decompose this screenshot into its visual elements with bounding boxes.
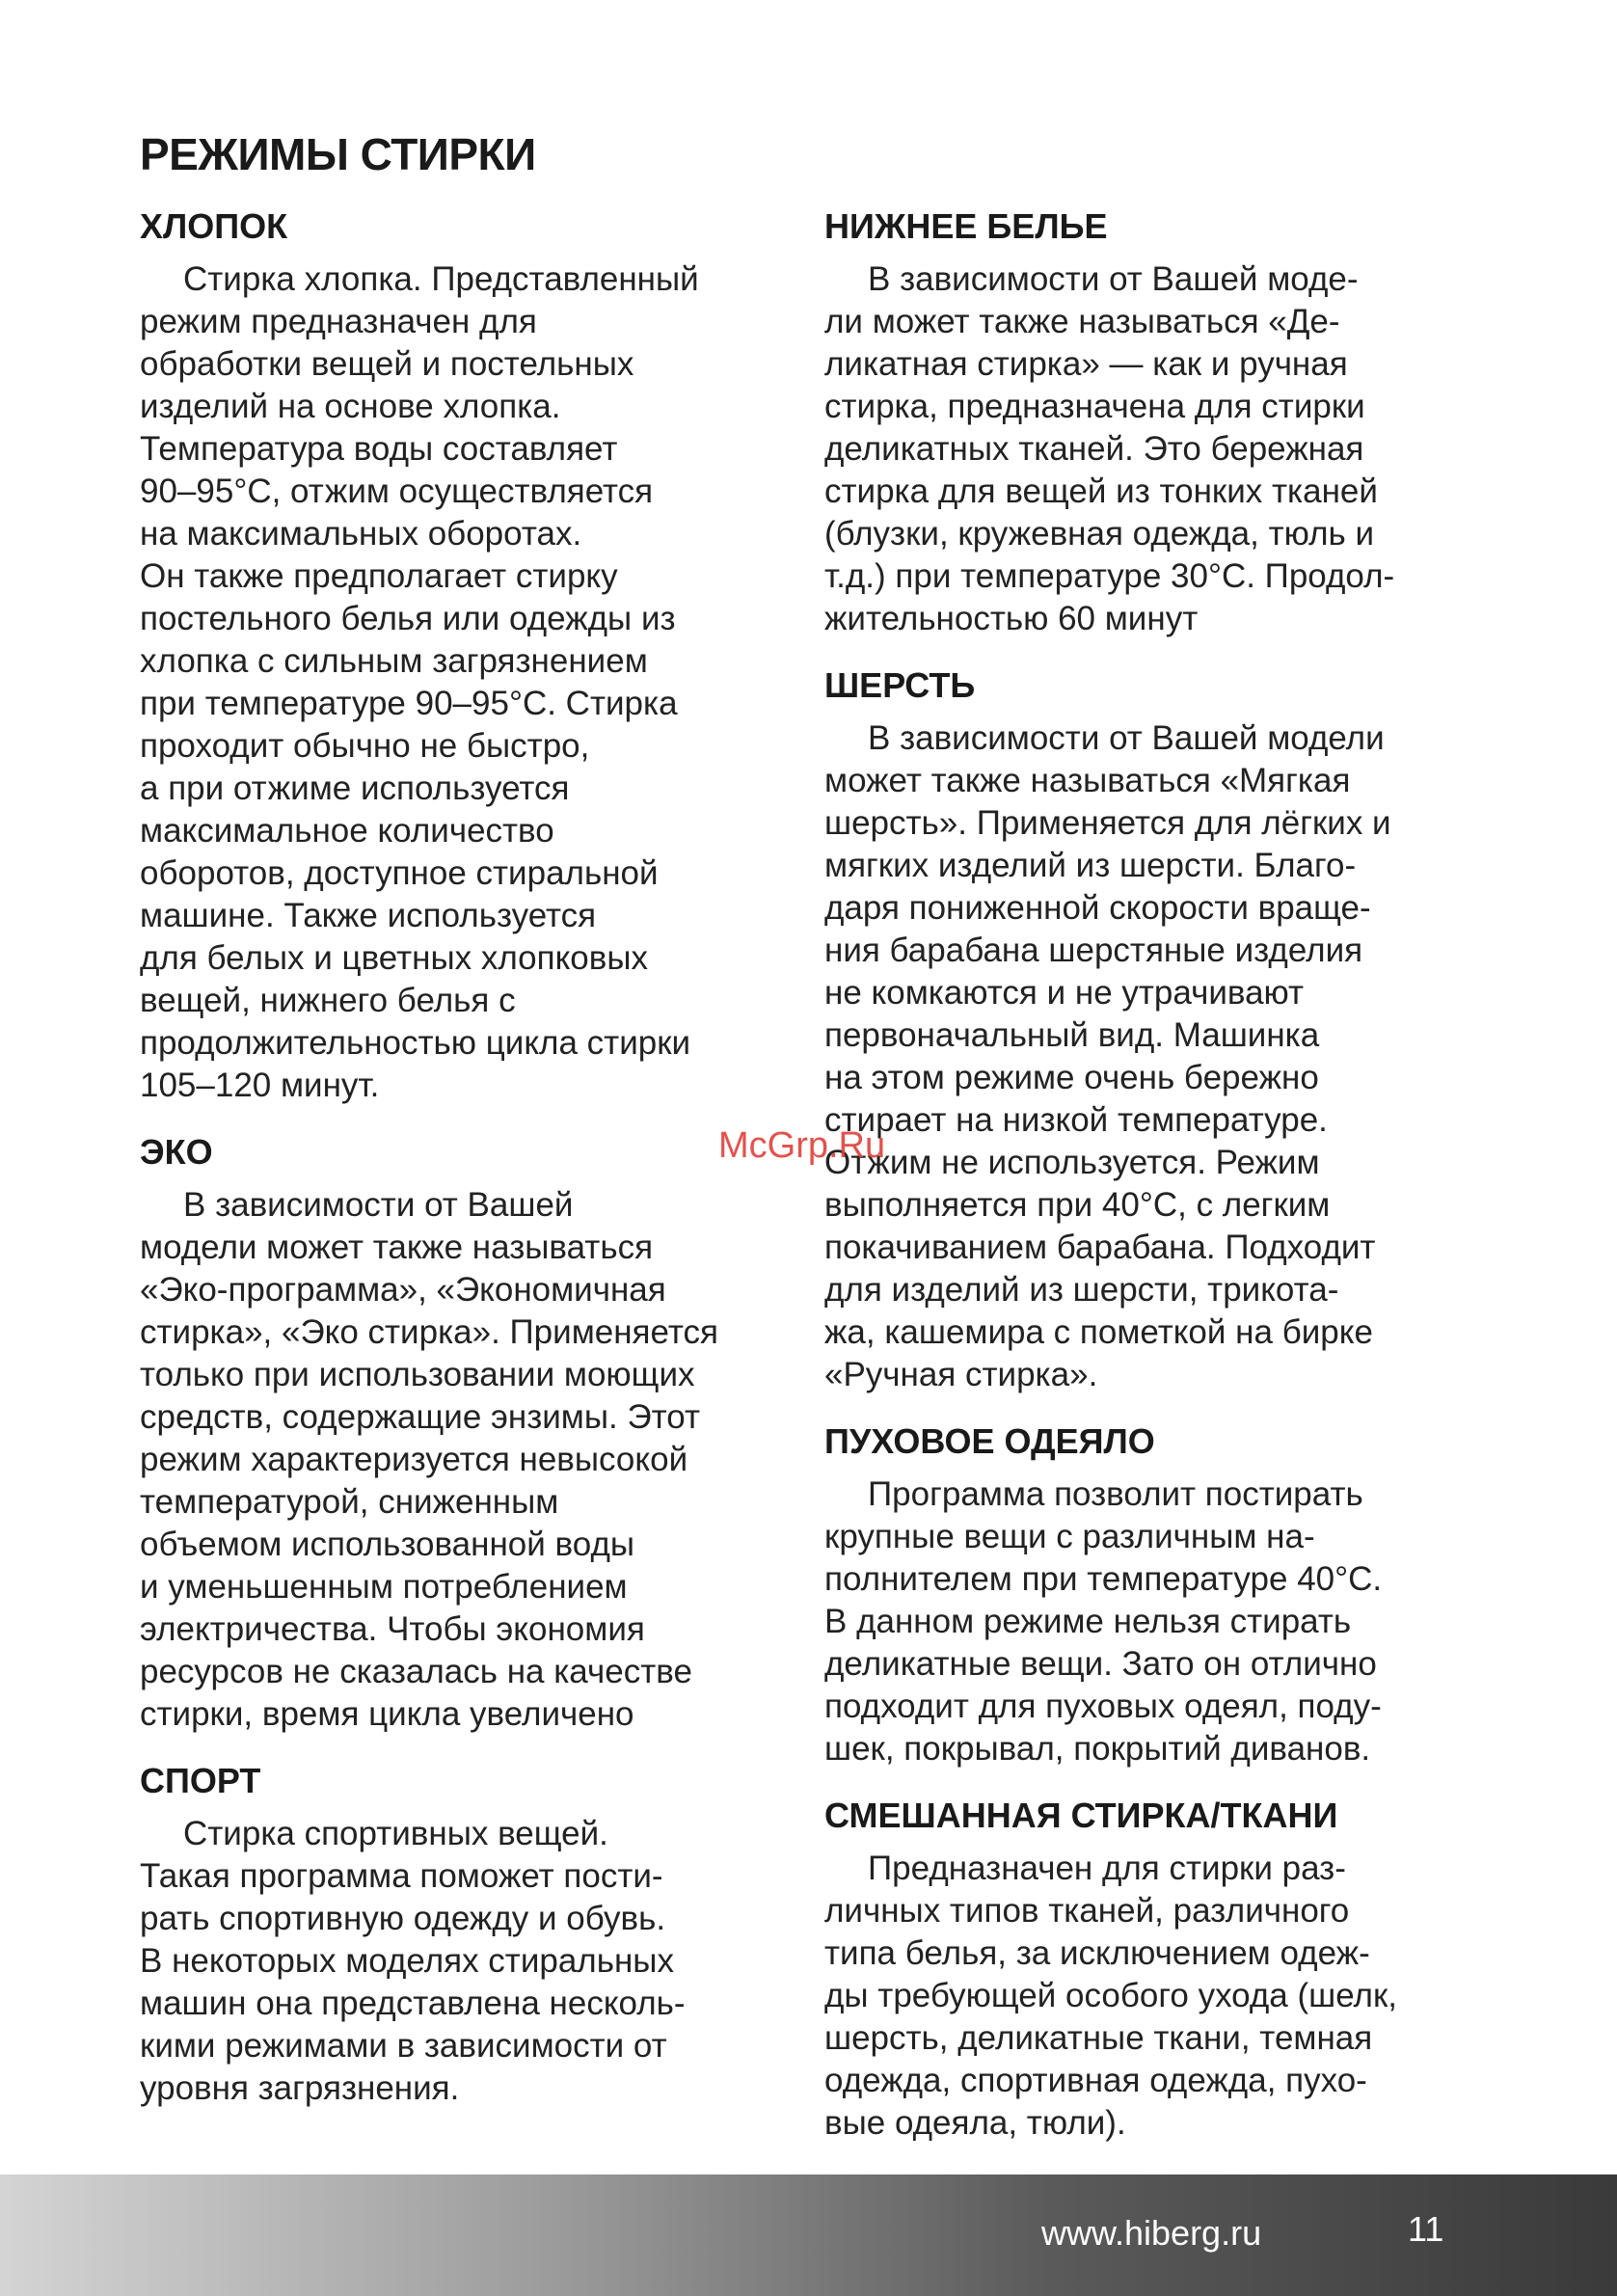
paragraph-line: В зависимости от Вашей bbox=[183, 1186, 574, 1224]
paragraph-line: оборотов, доступное стиральной bbox=[140, 854, 659, 892]
paragraph-line: даря пониженной скорости враще- bbox=[824, 889, 1371, 927]
paragraph-line: ликатная стирка» — как и ручная bbox=[824, 345, 1348, 383]
footer-url[interactable]: www.hiberg.ru bbox=[1041, 2213, 1262, 2253]
paragraph-line: хлопка с сильным загрязнением bbox=[140, 642, 648, 680]
paragraph-line: машине. Также используется bbox=[140, 897, 597, 934]
section bbox=[824, 1419, 1490, 1770]
paragraph-line: для белых и цветных хлопковых bbox=[140, 939, 648, 977]
paragraph-line: только при использовании моющих bbox=[140, 1356, 695, 1393]
paragraph-line: ли может также называться «Де- bbox=[824, 303, 1340, 340]
paragraph-line: а при отжиме используется bbox=[140, 770, 570, 807]
paragraph-line: стирка», «Эко стирка». Применяется bbox=[140, 1313, 718, 1351]
paragraph-line: ресурсов не сказалась на качестве bbox=[140, 1653, 692, 1690]
paragraph-line: жа, кашемира с пометкой на бирке bbox=[824, 1313, 1373, 1351]
section-heading: СМЕШАННАЯ СТИРКА/ТКАНИ bbox=[824, 1796, 1338, 1835]
paragraph-line: ды требующей особого ухода (шелк, bbox=[824, 1977, 1397, 2014]
paragraph-line: 105–120 минут. bbox=[140, 1067, 380, 1104]
paragraph-line: на максимальных оборотах. bbox=[140, 515, 582, 553]
paragraph-line: модели может также называться bbox=[140, 1229, 654, 1266]
page-title: РЕЖИМЫ СТИРКИ bbox=[140, 129, 536, 179]
paragraph-line: проходит обычно не быстро, bbox=[140, 727, 590, 765]
paragraph-line: Стирка хлопка. Представленный bbox=[183, 260, 699, 298]
paragraph-line: типа белья, за исключением одеж- bbox=[824, 1934, 1370, 1972]
paragraph-line: «Эко-программа», «Экономичная bbox=[140, 1271, 666, 1309]
paragraph-line: Программа позволит постирать bbox=[868, 1475, 1363, 1513]
paragraph-line: Стирка спортивных вещей. bbox=[183, 1815, 608, 1852]
paragraph-line: т.д.) при температуре 30°С. Продол- bbox=[824, 557, 1395, 595]
paragraph-line: крупные вещи с различным на- bbox=[824, 1518, 1315, 1555]
section bbox=[824, 1794, 1490, 2145]
paragraph-line: кими режимами в зависимости от bbox=[140, 2027, 667, 2065]
paragraph-line: постельного белья или одежды из bbox=[140, 600, 676, 637]
paragraph-line: при температуре 90–95°С. Стирка bbox=[140, 685, 678, 722]
paragraph-line: стирка, предназначена для стирки bbox=[824, 388, 1365, 425]
section-heading: ПУХОВОЕ ОДЕЯЛО bbox=[824, 1421, 1155, 1461]
footer-bar bbox=[0, 2174, 1617, 2296]
section-heading: ЭКО bbox=[140, 1132, 213, 1172]
paragraph-line: для изделий из шерсти, трикота- bbox=[824, 1271, 1339, 1309]
paragraph-line: объемом использованной воды bbox=[140, 1526, 635, 1563]
paragraph-line: электричества. Чтобы экономия bbox=[140, 1610, 645, 1648]
paragraph-line: первоначальный вид. Машинка bbox=[824, 1016, 1320, 1054]
paragraph-line: и уменьшенным потреблением bbox=[140, 1568, 628, 1606]
paragraph-line: стирка для вещей из тонких тканей bbox=[824, 473, 1378, 510]
paragraph-line: стирки, время цикла увеличено bbox=[140, 1695, 634, 1733]
section bbox=[140, 1759, 795, 2110]
paragraph-line: продолжительностью цикла стирки bbox=[140, 1024, 691, 1062]
right-column bbox=[824, 204, 1490, 2168]
paragraph-line: на этом режиме очень бережно bbox=[824, 1059, 1319, 1096]
paragraph-line: В зависимости от Вашей моде- bbox=[868, 260, 1359, 298]
paragraph-line: температурой, сниженным bbox=[140, 1483, 559, 1521]
section-heading: СПОРТ bbox=[140, 1761, 261, 1800]
section bbox=[140, 204, 795, 1107]
paragraph-line: одежда, спортивная одежда, пухо- bbox=[824, 2062, 1367, 2099]
watermark: McGrp.Ru bbox=[718, 1125, 886, 1166]
paragraph-line: может также называться «Мягкая bbox=[824, 762, 1351, 799]
paragraph-line: деликатных тканей. Это бережная bbox=[824, 430, 1364, 468]
paragraph-line: В данном режиме нельзя стирать bbox=[824, 1603, 1352, 1640]
paragraph-line: 90–95°С, отжим осуществляется bbox=[140, 473, 654, 510]
paragraph-line: Он также предполагает стирку bbox=[140, 557, 618, 595]
paragraph-line: шерсть, деликатные ткани, темная bbox=[824, 2019, 1373, 2057]
paragraph-line: режим предназначен для bbox=[140, 303, 537, 340]
paragraph-line: Отжим не используется. Режим bbox=[824, 1144, 1320, 1181]
paragraph-line: мягких изделий из шерсти. Благо- bbox=[824, 847, 1357, 884]
section-heading: НИЖНЕЕ БЕЛЬЕ bbox=[824, 206, 1108, 246]
paragraph-line: личных типов тканей, различного bbox=[824, 1892, 1350, 1930]
left-column bbox=[140, 204, 795, 2133]
paragraph-line: деликатные вещи. Зато он отлично bbox=[824, 1645, 1377, 1683]
paragraph-line: Предназначен для стирки раз- bbox=[868, 1850, 1346, 1887]
paragraph-line: ния барабана шерстяные изделия bbox=[824, 932, 1363, 969]
paragraph-line: режим характеризуется невысокой bbox=[140, 1441, 688, 1478]
paragraph-line: полнителем при температуре 40°С. bbox=[824, 1560, 1383, 1598]
section bbox=[824, 663, 1490, 1396]
paragraph-line: шек, покрывал, покрытий диванов. bbox=[824, 1730, 1371, 1768]
paragraph-line: подходит для пуховых одеял, поду- bbox=[824, 1688, 1382, 1725]
paragraph-line: Такая программа поможет пости- bbox=[140, 1857, 663, 1895]
paragraph-line: уровня загрязнения. bbox=[140, 2069, 460, 2107]
paragraph-line: шерсть». Применяется для лёгких и bbox=[824, 804, 1391, 842]
paragraph-line: средств, содержащие энзимы. Этот bbox=[140, 1398, 700, 1436]
paragraph-line: В некоторых моделях стиральных bbox=[140, 1942, 674, 1980]
section bbox=[140, 1130, 795, 1736]
paragraph-line: обработки вещей и постельных bbox=[140, 345, 634, 383]
paragraph-line: вещей, нижнего белья с bbox=[140, 982, 516, 1019]
paragraph-line: вые одеяла, тюли). bbox=[824, 2104, 1126, 2142]
paragraph-line: жительностью 60 минут bbox=[824, 600, 1199, 637]
section-heading: ХЛОПОК bbox=[140, 206, 288, 246]
paragraph-line: (блузки, кружевная одежда, тюль и bbox=[824, 515, 1375, 553]
section-heading: ШЕРСТЬ bbox=[824, 665, 976, 705]
section bbox=[824, 204, 1490, 640]
paragraph-line: стирает на низкой температуре. bbox=[824, 1101, 1328, 1139]
paragraph-line: «Ручная стирка». bbox=[824, 1356, 1098, 1393]
paragraph-line: не комкаются и не утрачивают bbox=[824, 974, 1305, 1012]
page-number: 11 bbox=[1408, 2209, 1444, 2249]
paragraph-line: рать спортивную одежду и обувь. bbox=[140, 1900, 666, 1937]
paragraph-line: максимальное количество bbox=[140, 812, 554, 850]
paragraph-line: Температура воды составляет bbox=[140, 430, 618, 468]
paragraph-line: выполняется при 40°С, с легким bbox=[824, 1186, 1331, 1224]
paragraph-line: В зависимости от Вашей модели bbox=[868, 719, 1385, 757]
paragraph-line: машин она представлена несколь- bbox=[140, 1985, 686, 2022]
paragraph-line: изделий на основе хлопка. bbox=[140, 388, 561, 425]
paragraph-line: покачиванием барабана. Подходит bbox=[824, 1229, 1376, 1266]
